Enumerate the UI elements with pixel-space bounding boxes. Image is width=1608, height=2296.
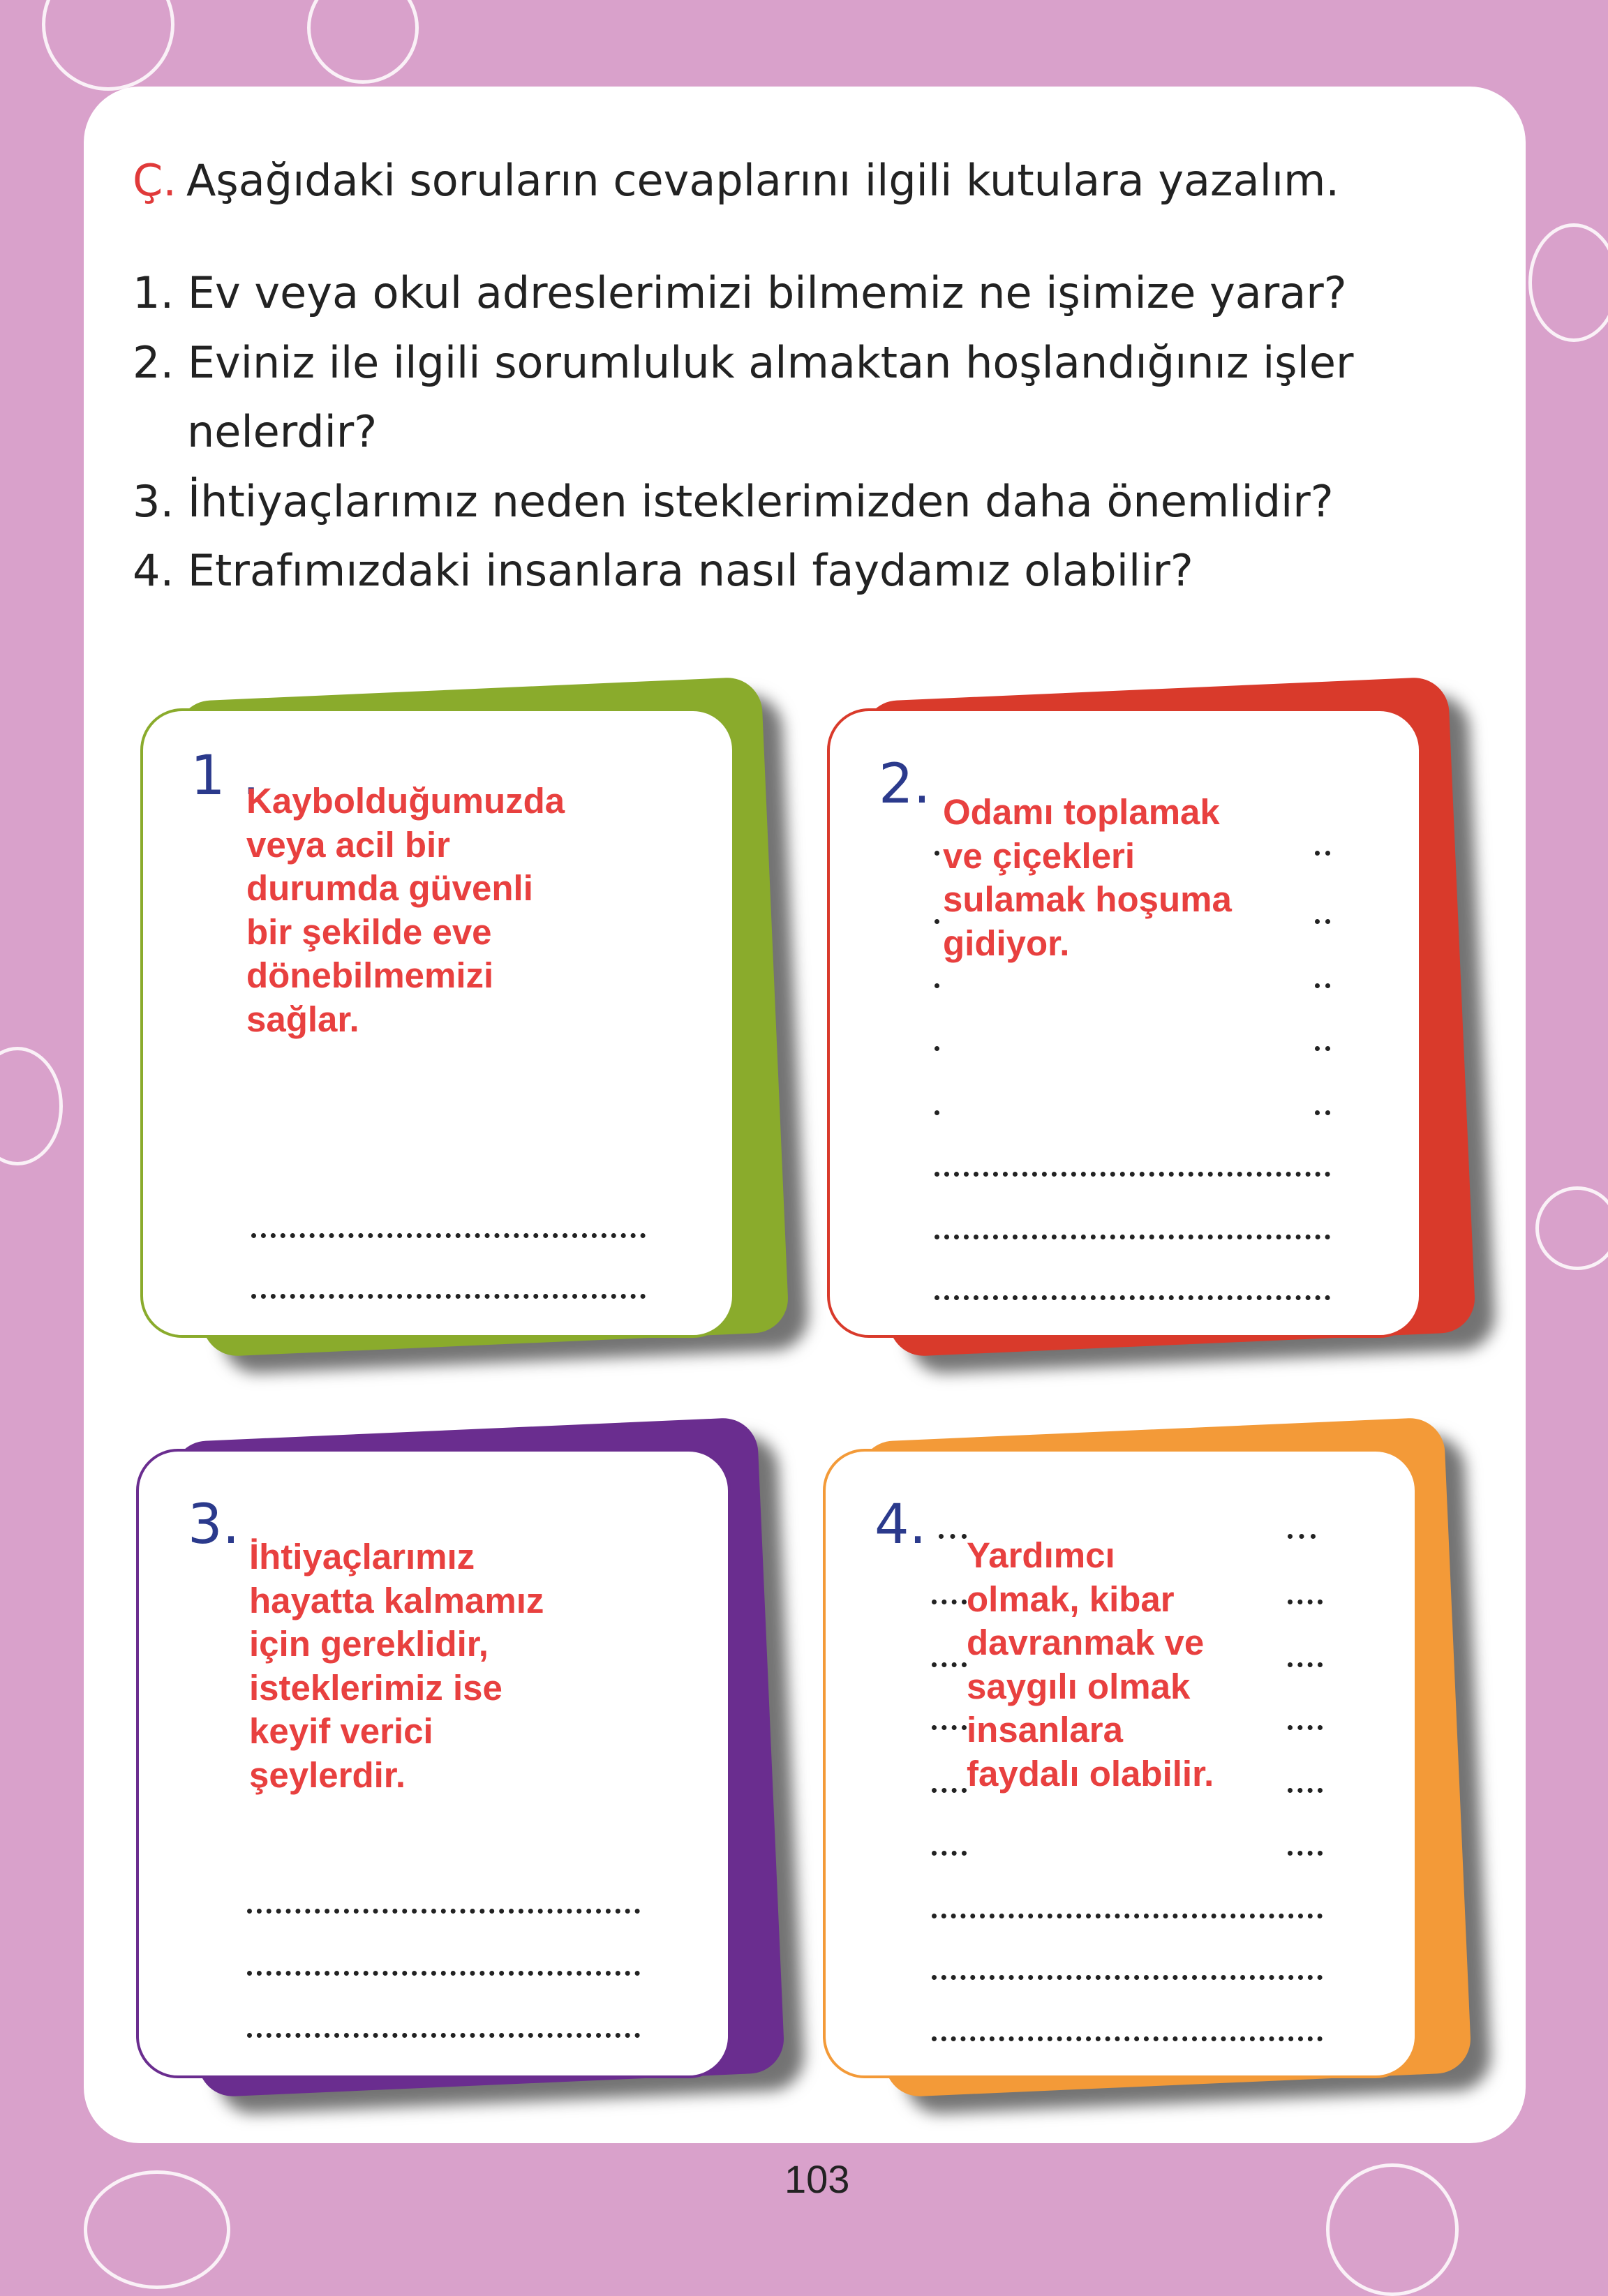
dotted-fragment [932, 1725, 967, 1730]
dotted-answer-line[interactable] [247, 2033, 640, 2038]
answer-line: Yardımcı [967, 1535, 1115, 1575]
answer-text[interactable] [246, 780, 565, 1041]
answer-card-1 [140, 708, 735, 1338]
dotted-fragment [1288, 1534, 1316, 1539]
dotted-fragment [1315, 983, 1330, 988]
answer-line: hayatta kalmamız [249, 1580, 544, 1620]
dotted-fragment [1315, 1110, 1330, 1115]
dotted-answer-line[interactable] [251, 1233, 646, 1238]
dotted-fragment [932, 1600, 967, 1604]
card-front [827, 708, 1422, 1338]
dotted-answer-line[interactable] [247, 1971, 640, 1976]
dotted-fragment [1315, 1046, 1330, 1051]
card-front [136, 1449, 731, 2078]
answer-line: olmak, kibar [967, 1579, 1175, 1619]
dotted-fragment [1288, 1851, 1323, 1856]
dotted-fragment [932, 1662, 967, 1667]
answer-line: saygılı olmak [967, 1666, 1191, 1706]
dotted-answer-line[interactable] [935, 1172, 1330, 1177]
card-number: 1 . [191, 745, 260, 807]
dotted-fragment [935, 1110, 941, 1115]
answer-line: keyif verici [249, 1711, 433, 1751]
answer-card-2 [827, 708, 1422, 1338]
answer-line: bir şekilde eve [246, 911, 492, 952]
answer-line: davranmak ve [967, 1623, 1205, 1662]
question-list [133, 258, 1389, 606]
background-doodle [307, 0, 419, 84]
answer-line: için gereklidir, [249, 1624, 489, 1664]
answer-line: dönebilmemizi [246, 955, 494, 995]
answer-line: durumda güvenli [246, 868, 533, 908]
card-front [823, 1449, 1417, 2078]
answer-card-4 [823, 1449, 1417, 2078]
page-number: 103 [784, 2157, 850, 2201]
background-doodle [1326, 2163, 1459, 2296]
dotted-answer-line[interactable] [251, 1294, 646, 1299]
dotted-fragment [932, 1788, 967, 1793]
dotted-fragment [1288, 1788, 1323, 1793]
dotted-fragment [935, 851, 941, 856]
card-front [140, 708, 735, 1338]
answer-line: şeylerdir. [249, 1754, 405, 1795]
answer-line: veya acil bir [246, 824, 451, 865]
instruction [133, 155, 1339, 206]
background-doodle [1528, 223, 1608, 342]
dotted-fragment [1288, 1600, 1323, 1604]
dotted-fragment [935, 983, 941, 988]
dotted-answer-line[interactable] [935, 1295, 1330, 1300]
answer-text[interactable] [967, 1534, 1214, 1796]
answer-line: ve çiçekleri [943, 835, 1136, 876]
dotted-answer-line[interactable] [932, 1975, 1323, 1980]
dotted-answer-line[interactable] [932, 2036, 1323, 2041]
background-doodle [0, 1047, 63, 1165]
background-doodle [1535, 1186, 1608, 1270]
dotted-fragment [935, 919, 941, 924]
dotted-fragment [1288, 1662, 1323, 1667]
card-number: 4. [874, 1493, 927, 1556]
answer-line: gidiyor. [943, 923, 1070, 963]
answer-line: isteklerimiz ise [249, 1667, 502, 1708]
dotted-answer-line[interactable] [247, 1909, 640, 1914]
answer-line: Kaybolduğumuzda [246, 781, 565, 821]
answer-text[interactable] [943, 791, 1232, 965]
dotted-answer-line[interactable] [932, 1914, 1323, 1918]
answer-line: faydalı olabilir. [967, 1753, 1214, 1794]
dotted-fragment [1315, 851, 1330, 856]
question: 2. Eviniz ile ilgili sorumluluk almaktan hoşlandığınız işler nelerdir? [133, 336, 1354, 457]
dotted-fragment [1288, 1725, 1323, 1730]
dotted-fragment [939, 1534, 967, 1539]
dotted-answer-line[interactable] [935, 1235, 1330, 1239]
background-doodle [84, 2170, 230, 2289]
answer-card-3 [136, 1449, 731, 2078]
answer-line: İhtiyaçlarımız [249, 1537, 475, 1576]
card-number: 2. [879, 753, 931, 816]
dotted-fragment [1315, 919, 1330, 924]
question: 1. Ev veya okul adreslerimizi bilmemiz ne işimize yarar? [133, 267, 1347, 318]
background-doodle [42, 0, 174, 91]
question: 4. Etrafımızdaki insanlara nasıl faydamız olabilir? [133, 545, 1193, 596]
instruction-text: Aşağıdaki soruların cevaplarını ilgili kutulara yazalım. [186, 155, 1340, 206]
question: 3. İhtiyaçlarımız neden isteklerimizden daha önemlidir? [133, 475, 1334, 527]
answer-line: insanlara [967, 1710, 1123, 1750]
dotted-fragment [935, 1046, 941, 1051]
answer-line: Odamı toplamak [943, 792, 1220, 832]
answer-text[interactable] [249, 1535, 544, 1797]
dotted-fragment [932, 1851, 967, 1856]
answer-line: sulamak hoşuma [943, 879, 1232, 919]
card-number: 3. [188, 1493, 240, 1556]
instruction-marker: Ç. [133, 155, 177, 206]
answer-line: sağlar. [246, 999, 359, 1039]
